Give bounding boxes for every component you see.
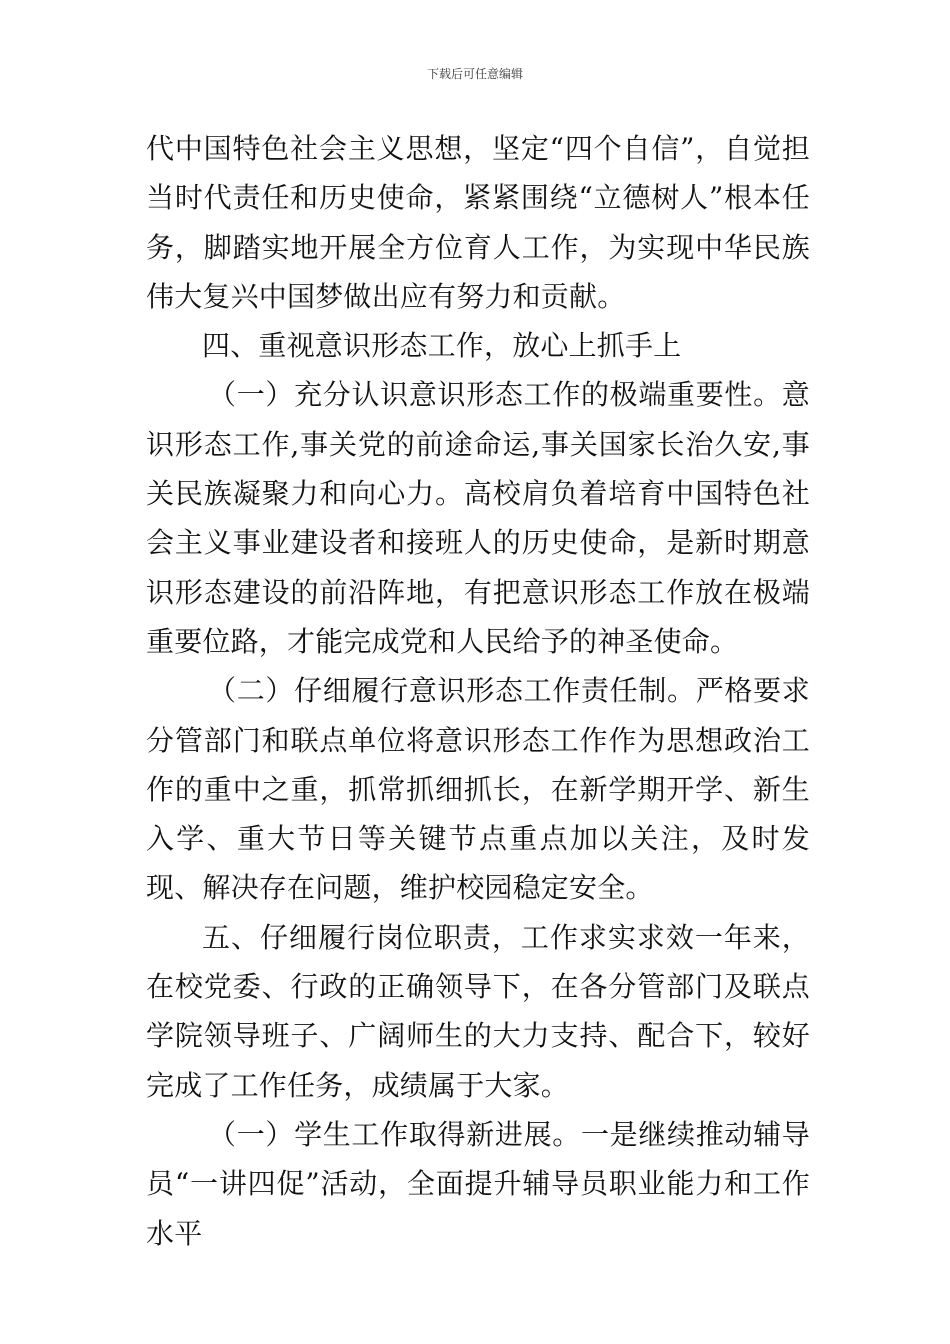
section-heading-four: 四、重视意识形态工作，放心上抓手上 — [202, 329, 682, 363]
paragraph-continuation: 代中国特色社会主义思想，坚定“四个自信”，自觉担当时代责任和历史使命，紧紧围绕“立德树人”根本任务，脚踏实地开展全方位育人工作，为实现中华民族伟大复兴中国梦做出应有努力和贡献。 — [146, 132, 810, 313]
document-body — [146, 124, 810, 1258]
paragraph-ideology-importance: （一）充分认识意识形态工作的极端重要性。意识形态工作,事关党的前途命运,事关国家长治久安,事关民族凝聚力和向心力。高校肩负着培育中国特色社会主义事业建设者和接班人的历史使命，是新时期意识形态建设的前沿阵地，有把意识形态工作放在极端重要位路，才能完成党和人民给予的神圣使命。 — [146, 378, 810, 658]
page-header: 下载后可任意编辑 — [426, 67, 523, 81]
paragraph-student-work: （一）学生工作取得新进展。一是继续推动辅导员“一讲四促”活动，全面提升辅导员职业能力和工作水平 — [146, 1117, 810, 1250]
paragraph-ideology-responsibility: （二）仔细履行意识形态工作责任制。严格要求分管部门和联点单位将意识形态工作作为思想政治工作的重中之重，抓常抓细抓长，在新学期开学、新生入学、重大节日等关键节点重点加以关注，及时发现、解决存在问题，维护校园稳定安全。 — [146, 674, 810, 905]
section-heading-five: 五、仔细履行岗位职责，工作求实求效一年来，在校党委、行政的正确领导下，在各分管部门及联点学院领导班子、广阔师生的大力支持、配合下，较好完成了工作任务，成绩属于大家。 — [146, 920, 810, 1102]
